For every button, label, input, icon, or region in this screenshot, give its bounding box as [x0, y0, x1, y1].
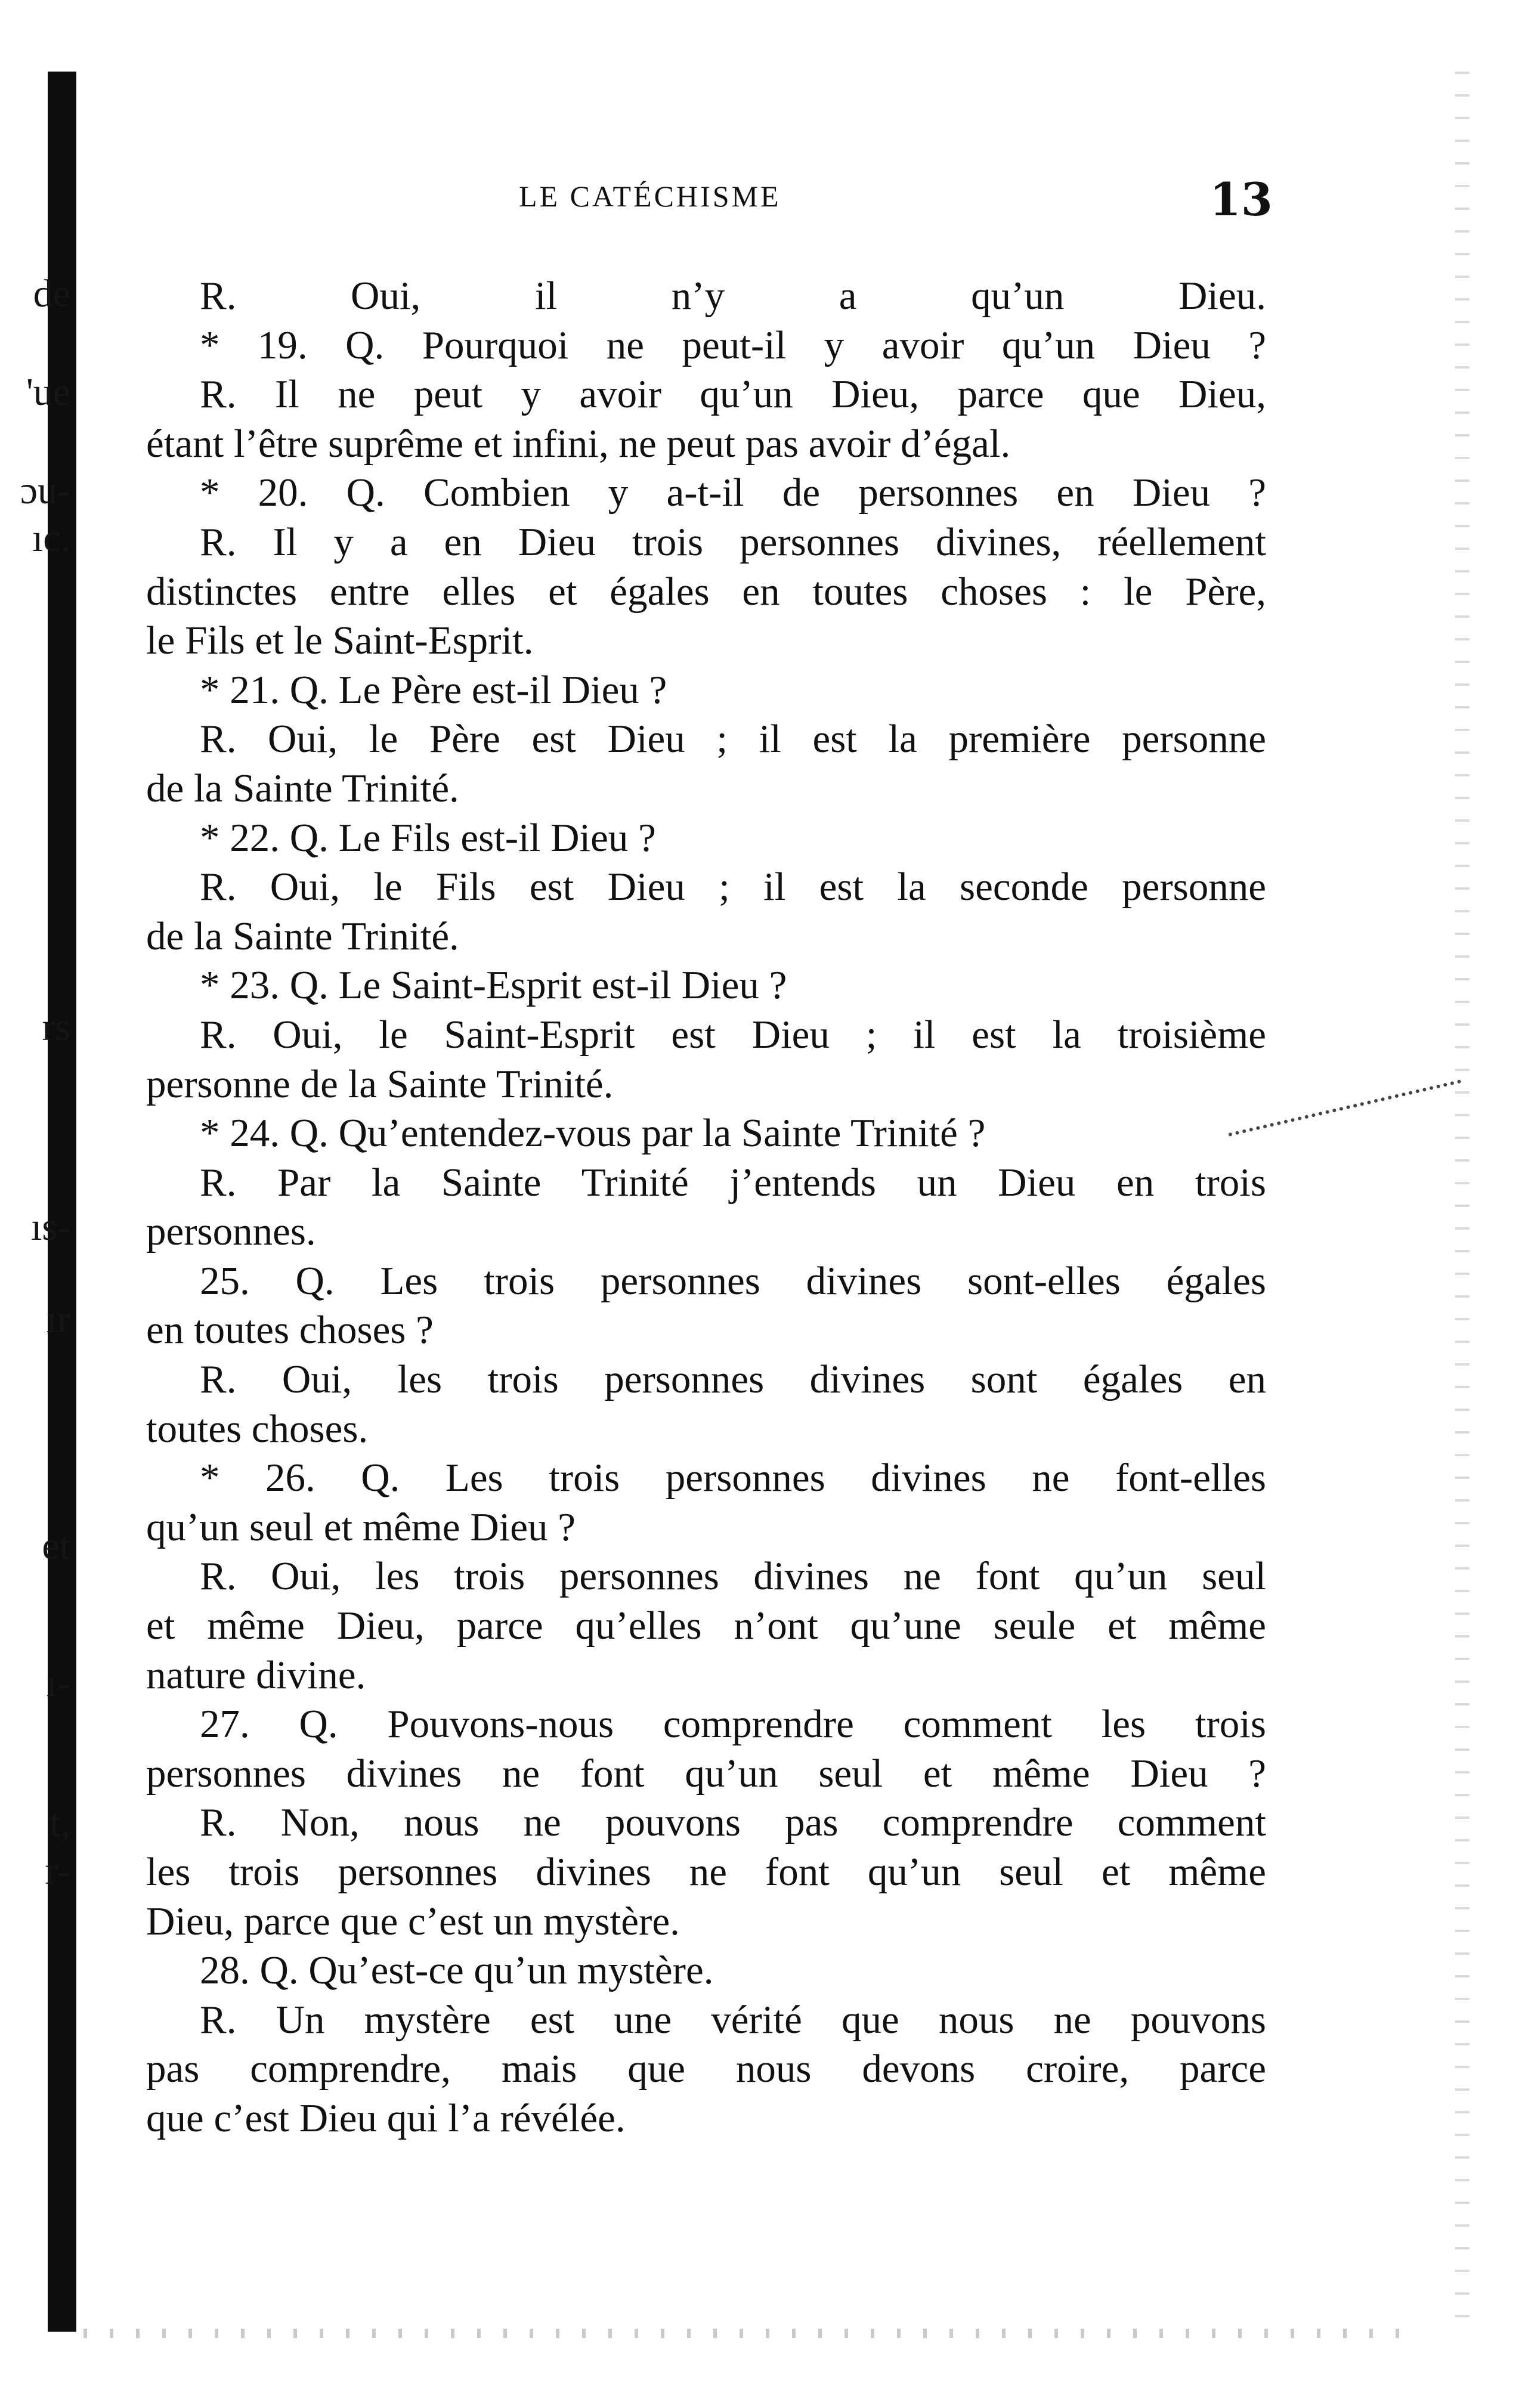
text-line: R. Il ne peut y avoir qu’un Dieu, parce que Dieu,: [200, 372, 1266, 417]
margin-fragment: 'ue: [26, 370, 70, 414]
text-line: le Fils et le Saint-Esprit.: [146, 618, 534, 663]
text-line: toutes choses.: [146, 1406, 369, 1451]
margin-fragment: t,: [50, 1802, 70, 1845]
text-line: en toutes choses ?: [146, 1308, 434, 1352]
margin-fragment: ɔu-: [20, 469, 70, 512]
catechism-text: [146, 271, 1266, 2143]
text-line: * 21. Q. Le Père est-il Dieu ?: [200, 667, 667, 712]
margin-fragment: ıs-: [31, 1205, 70, 1249]
text-line: étant l’être suprême et infini, ne peut pas avoir d’égal.: [146, 421, 1011, 466]
page-number: 13: [1209, 173, 1273, 226]
text-line: * 26. Q. Les trois personnes divines ne font-elles: [200, 1456, 1266, 1500]
text-line: de la Sainte Trinité.: [146, 914, 459, 958]
text-line: * 23. Q. Le Saint-Esprit est-il Dieu ?: [200, 963, 787, 1008]
text-line: R. Par la Sainte Trinité j’entends un Dieu en trois: [200, 1160, 1266, 1205]
margin-fragment: rs: [42, 1005, 70, 1049]
margin-fragment: r-: [45, 1849, 70, 1893]
text-line: les trois personnes divines ne font qu’un seul et même: [146, 1850, 1266, 1894]
text-line: R. Oui, le Fils est Dieu ; il est la seconde personne: [200, 865, 1266, 909]
text-line: R. Il y a en Dieu trois personnes divines, réellement: [200, 519, 1266, 564]
margin-fragment: de: [33, 272, 70, 315]
text-line: R. Un mystère est une vérité que nous ne pouvons: [200, 1997, 1266, 2042]
right-edge-speckle: [1455, 72, 1470, 2338]
text-line: 27. Q. Pouvons-nous comprendre comment les trois: [200, 1702, 1266, 1747]
text-line: R. Non, nous ne pouvons pas comprendre comment: [200, 1800, 1266, 1845]
text-line: nature divine.: [146, 1652, 366, 1697]
margin-fragment: ıc.: [32, 516, 70, 560]
text-line: R. Oui, le Saint-Esprit est Dieu ; il est la troisième: [200, 1012, 1266, 1057]
text-line: que c’est Dieu qui l’a révélée.: [146, 2096, 626, 2140]
text-line: R. Oui, les trois personnes divines ne font qu’un seul: [200, 1554, 1266, 1599]
margin-fragment: ı-: [46, 1661, 70, 1705]
text-line: personnes.: [146, 1209, 316, 1254]
text-line: * 24. Q. Qu’entendez-vous par la Sainte Trinité ?: [200, 1111, 986, 1156]
text-line: * 20. Q. Combien y a-t-il de personnes en Dieu ?: [200, 471, 1266, 515]
text-line: personne de la Sainte Trinité.: [146, 1061, 614, 1106]
text-line: * 19. Q. Pourquoi ne peut-il y avoir qu’un Dieu ?: [200, 323, 1266, 367]
text-line: 28. Q. Qu’est-ce qu’un mystère.: [200, 1948, 714, 1993]
text-line: pas comprendre, mais que nous devons croire, parce: [146, 2047, 1266, 2091]
text-line: R. Oui, il n’y a qu’un Dieu.: [200, 274, 1266, 318]
text-line: R. Oui, les trois personnes divines sont égales en: [200, 1357, 1266, 1402]
page-header: [0, 173, 1522, 227]
bottom-edge-speckle: [83, 2329, 1419, 2338]
margin-fragment: et: [42, 1524, 70, 1568]
text-line: R. Oui, le Père est Dieu ; il est la première personne: [200, 717, 1266, 762]
text-line: * 22. Q. Le Fils est-il Dieu ?: [200, 815, 656, 860]
margin-fragment: ır: [46, 1298, 70, 1341]
running-title: LE CATÉCHISME: [519, 179, 781, 213]
text-line: 25. Q. Les trois personnes divines sont-elles égales: [200, 1258, 1266, 1303]
text-line: de la Sainte Trinité.: [146, 766, 459, 810]
text-line: distinctes entre elles et égales en toutes choses : le Père,: [146, 569, 1266, 614]
text-line: Dieu, parce que c’est un mystère.: [146, 1899, 680, 1943]
text-line: qu’un seul et même Dieu ?: [146, 1505, 576, 1549]
text-line: personnes divines ne font qu’un seul et même Dieu ?: [146, 1751, 1266, 1796]
text-line: et même Dieu, parce qu’elles n’ont qu’une seule et même: [146, 1604, 1266, 1648]
